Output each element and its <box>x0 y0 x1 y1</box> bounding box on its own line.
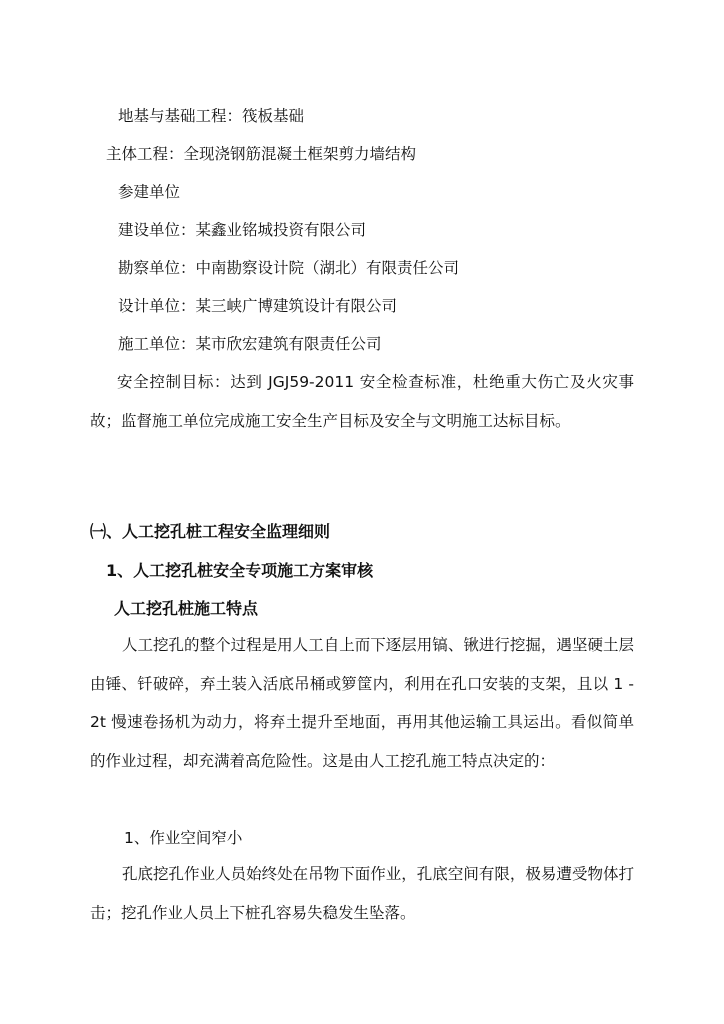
surveyor-line: 勘察单位：中南勘察设计院（湖北）有限责任公司 <box>118 259 460 277</box>
section-heading: ㈠、人工挖孔桩工程安全监理细则 <box>90 522 331 541</box>
main-structure-line: 主体工程：全现浇钢筋混凝土框架剪力墙结构 <box>106 145 417 163</box>
item1-paragraph: 孔底挖孔作业人员始终处在吊物下面作业，孔底空间有限，极易遭受物体打击；挖孔作业人员上下桩孔容易失稳发生坠落。 <box>90 865 634 922</box>
constructor-line: 施工单位：某市欣宏建筑有限责任公司 <box>118 335 382 353</box>
designer-line: 设计单位：某三峡广博建筑设计有限公司 <box>118 297 398 315</box>
builder-line: 建设单位：某鑫业铭城投资有限公司 <box>118 221 367 239</box>
item1-title: 1、作业空间窄小 <box>124 829 243 847</box>
safety-goal-paragraph: 安全控制目标：达到 JGJ59-2011 安全检查标准，杜绝重大伤亡及火灾事故；监督施工单位完成施工安全生产目标及安全与文明施工达标目标。 <box>90 373 634 430</box>
participants-title: 参建单位 <box>118 183 181 201</box>
characteristics-paragraph: 人工挖孔的整个过程是用人工自上而下逐层用镐、锹进行挖掘，遇坚硬土层由锤、钎破碎，弃土装入活底吊桶或箩筐内，利用在孔口安装的支架，且以 1 - 2t 慢速卷扬机为动力，将弃土提升至地面，再用其他运输工具运出。看似简单的作业过程，却充满着高危险性。这是由人工挖孔施工特点决定的： <box>90 636 634 770</box>
topic-heading: 人工挖孔桩施工特点 <box>114 599 259 618</box>
subsection-heading: 1、人工挖孔桩安全专项施工方案审核 <box>106 561 374 580</box>
foundation-line: 地基与基础工程：筏板基础 <box>118 107 305 125</box>
